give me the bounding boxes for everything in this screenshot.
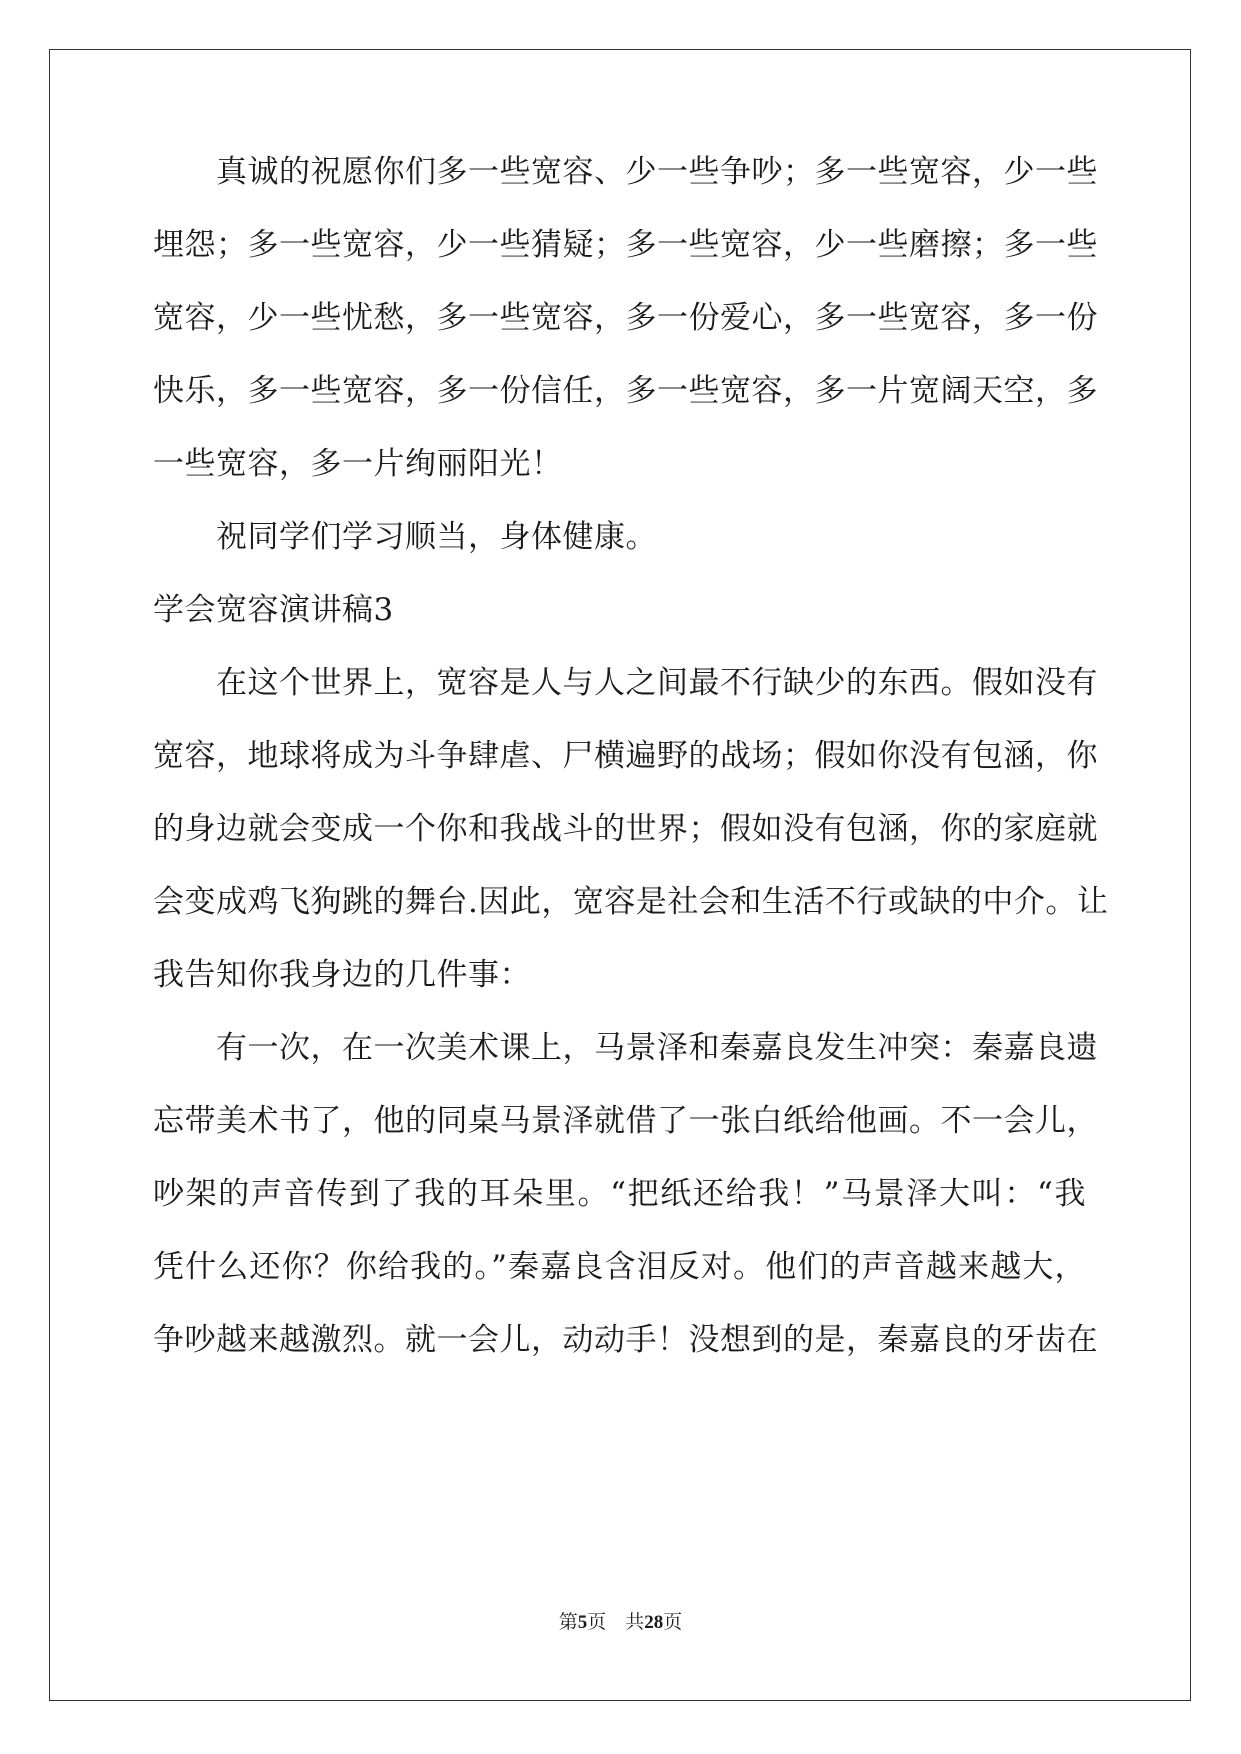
text-line: 埋怨；多一些宽容，少一些猜疑；多一些宽容，少一些磨擦；多一些 — [153, 227, 1098, 263]
text-line: 祝同学们学习顺当，身体健康。 — [153, 519, 657, 555]
text-line: 会变成鸡飞狗跳的舞台.因此，宽容是社会和生活不行或缺的中介。让 — [153, 884, 1109, 920]
text-line: 快乐，多一些宽容，多一份信任，多一些宽容，多一片宽阔天空，多 — [153, 373, 1098, 409]
footer-page-suffix: 页 共 — [587, 1611, 645, 1633]
text-line: 真诚的祝愿你们多一些宽容、少一些争吵；多一些宽容，少一些 — [153, 154, 1098, 190]
text-line: 忘带美术书了，他的同桌马景泽就借了一张白纸给他画。不一会儿， — [153, 1103, 1098, 1139]
text-line: 宽容，地球将成为斗争肆虐、尸横遍野的战场；假如你没有包涵，你 — [153, 738, 1098, 774]
page-number: 5 — [577, 1612, 588, 1633]
text-line: 凭什么还你？你给我的。”秦嘉良含泪反对。他们的声音越来越大， — [153, 1249, 1086, 1285]
page-frame — [49, 49, 1191, 1701]
total-pages: 28 — [644, 1612, 664, 1633]
text-line: 宽容，少一些忧愁，多一些宽容，多一份爱心，多一些宽容，多一份 — [153, 300, 1098, 336]
text-line: 的身边就会变成一个你和我战斗的世界；假如没有包涵，你的家庭就 — [153, 811, 1098, 847]
text-line: 争吵越来越激烈。就一会儿，动动手！没想到的是，秦嘉良的牙齿在 — [153, 1322, 1098, 1358]
text-line: 一些宽容，多一片绚丽阳光！ — [153, 446, 563, 482]
footer-total-suffix: 页 — [663, 1611, 683, 1633]
page-footer — [0, 1610, 1241, 1635]
text-line: 在这个世界上，宽容是人与人之间最不行缺少的东西。假如没有 — [153, 665, 1098, 701]
text-line: 有一次，在一次美术课上，马景泽和秦嘉良发生冲突：秦嘉良遗 — [153, 1030, 1098, 1066]
footer-prefix: 第 — [558, 1611, 578, 1633]
section-heading: 学会宽容演讲稿3 — [153, 592, 394, 628]
text-line: 我告知你我身边的几件事： — [153, 957, 531, 993]
text-line: 吵架的声音传到了我的耳朵里。“把纸还给我！”马景泽大叫：“我 — [153, 1176, 1086, 1212]
